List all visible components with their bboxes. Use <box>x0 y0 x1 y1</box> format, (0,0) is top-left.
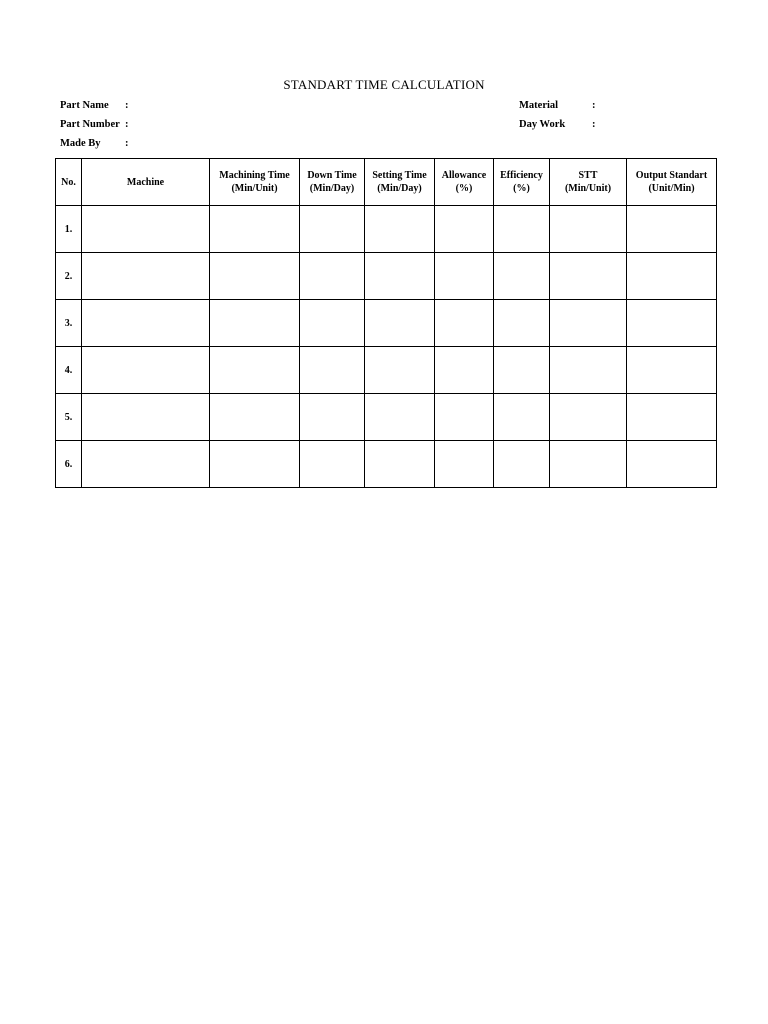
cell-output-standart[interactable] <box>627 394 717 441</box>
cell-setting-time[interactable] <box>365 206 435 253</box>
header-line-2: (Unit/Min) <box>648 183 695 194</box>
part-name-field <box>60 100 129 111</box>
made-by-colon: : <box>125 138 129 149</box>
row-number-cell: 2. <box>56 253 82 300</box>
cell-machine[interactable] <box>82 441 210 488</box>
header-efficiency <box>494 159 550 206</box>
header-line-1: STT <box>578 170 598 181</box>
row-number-cell: 5. <box>56 394 82 441</box>
header-line-2: (Min/Unit) <box>564 183 612 194</box>
table-row <box>56 441 717 488</box>
cell-down-time[interactable] <box>300 253 365 300</box>
cell-setting-time[interactable] <box>365 347 435 394</box>
part-name-colon: : <box>125 100 129 111</box>
part-number-field <box>60 119 129 130</box>
cell-allowance[interactable] <box>435 347 494 394</box>
cell-machining-time[interactable] <box>210 394 300 441</box>
cell-setting-time[interactable] <box>365 394 435 441</box>
cell-down-time[interactable] <box>300 347 365 394</box>
cell-efficiency[interactable] <box>494 206 550 253</box>
cell-efficiency[interactable] <box>494 253 550 300</box>
cell-setting-time[interactable] <box>365 300 435 347</box>
cell-machining-time[interactable] <box>210 206 300 253</box>
row-number-cell: 4. <box>56 347 82 394</box>
table-row <box>56 347 717 394</box>
table-row <box>56 253 717 300</box>
header-line-1: Down Time <box>307 170 357 181</box>
cell-machine[interactable] <box>82 206 210 253</box>
table-row <box>56 394 717 441</box>
cell-stt[interactable] <box>550 253 627 300</box>
header-line-2: (Min/Day) <box>309 183 355 194</box>
day-work-field <box>519 119 596 130</box>
cell-stt[interactable] <box>550 206 627 253</box>
header-stt <box>550 159 627 206</box>
made-by-field <box>60 138 129 149</box>
cell-machining-time[interactable] <box>210 253 300 300</box>
cell-stt[interactable] <box>550 441 627 488</box>
cell-machining-time[interactable] <box>210 300 300 347</box>
table-row <box>56 300 717 347</box>
header-output-standart <box>627 159 717 206</box>
standard-time-table <box>55 158 717 488</box>
cell-efficiency[interactable] <box>494 300 550 347</box>
cell-output-standart[interactable] <box>627 253 717 300</box>
cell-down-time[interactable] <box>300 206 365 253</box>
material-label: Material <box>519 100 559 111</box>
header-line-1: Setting Time <box>372 170 427 181</box>
cell-output-standart[interactable] <box>627 300 717 347</box>
header-down-time <box>300 159 365 206</box>
row-number-cell: 3. <box>56 300 82 347</box>
table-header-row <box>56 159 717 206</box>
table-row <box>56 206 717 253</box>
header-allowance <box>435 159 494 206</box>
cell-efficiency[interactable] <box>494 394 550 441</box>
day-work-colon: : <box>592 119 596 130</box>
cell-stt[interactable] <box>550 300 627 347</box>
material-colon: : <box>592 100 596 111</box>
cell-machining-time[interactable] <box>210 347 300 394</box>
header-machine <box>82 159 210 206</box>
document-title: STANDART TIME CALCULATION <box>283 77 485 92</box>
cell-allowance[interactable] <box>435 394 494 441</box>
header-line-1: No. <box>61 176 76 188</box>
cell-down-time[interactable] <box>300 394 365 441</box>
cell-stt[interactable] <box>550 394 627 441</box>
cell-machine[interactable] <box>82 347 210 394</box>
cell-allowance[interactable] <box>435 300 494 347</box>
row-number-cell: 1. <box>56 206 82 253</box>
cell-down-time[interactable] <box>300 300 365 347</box>
cell-efficiency[interactable] <box>494 441 550 488</box>
cell-down-time[interactable] <box>300 441 365 488</box>
day-work-label: Day Work <box>519 119 566 130</box>
header-line-1: Efficiency <box>500 170 543 181</box>
cell-machine[interactable] <box>82 300 210 347</box>
header-line-1: Machine <box>126 176 165 188</box>
header-line-1: Output Standart <box>635 170 708 181</box>
cell-efficiency[interactable] <box>494 347 550 394</box>
header-no <box>56 159 82 206</box>
cell-allowance[interactable] <box>435 253 494 300</box>
cell-output-standart[interactable] <box>627 441 717 488</box>
part-number-colon: : <box>125 119 129 130</box>
header-setting-time <box>365 159 435 206</box>
cell-stt[interactable] <box>550 347 627 394</box>
part-number-label: Part Number <box>60 119 120 130</box>
cell-machining-time[interactable] <box>210 441 300 488</box>
cell-allowance[interactable] <box>435 206 494 253</box>
header-line-2: (Min/Unit) <box>231 183 278 194</box>
cell-machine[interactable] <box>82 253 210 300</box>
table-body <box>56 206 717 488</box>
cell-setting-time[interactable] <box>365 441 435 488</box>
cell-setting-time[interactable] <box>365 253 435 300</box>
made-by-label: Made By <box>60 138 101 149</box>
header-line-2: (Min/Day) <box>377 183 422 194</box>
cell-output-standart[interactable] <box>627 206 717 253</box>
header-line-2: (%) <box>513 183 530 194</box>
header-line-2: (%) <box>455 183 473 194</box>
cell-output-standart[interactable] <box>627 347 717 394</box>
material-field <box>519 100 596 111</box>
cell-machine[interactable] <box>82 394 210 441</box>
header-machining-time <box>210 159 300 206</box>
row-number-cell: 6. <box>56 441 82 488</box>
part-name-label: Part Name <box>60 100 109 111</box>
cell-allowance[interactable] <box>435 441 494 488</box>
header-line-1: Machining Time <box>219 170 290 181</box>
header-line-1: Allowance <box>441 170 487 181</box>
